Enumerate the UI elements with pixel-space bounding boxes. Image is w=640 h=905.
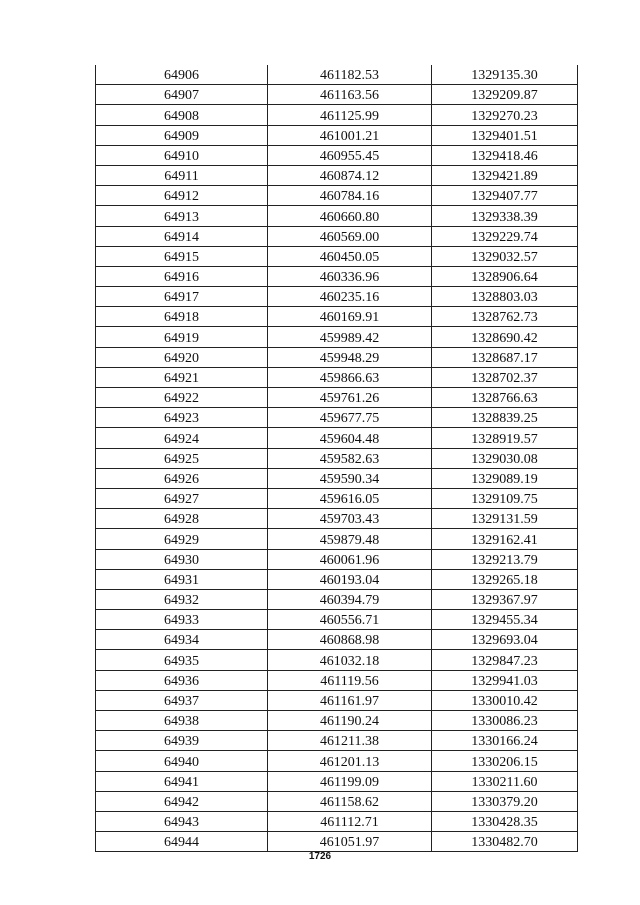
- x-coordinate-cell: 459989.42: [268, 327, 432, 347]
- table-row: [96, 690, 578, 710]
- y-coordinate-cell: 1329455.34: [432, 610, 578, 630]
- table-row: [96, 125, 578, 145]
- page-number: 1726: [308, 851, 332, 862]
- table-row: [96, 589, 578, 609]
- y-coordinate-cell: 1329847.23: [432, 650, 578, 670]
- point-id-cell: 64944: [96, 832, 268, 852]
- point-id-cell: 64906: [96, 65, 268, 85]
- point-id-cell: 64936: [96, 670, 268, 690]
- coordinates-table: [95, 65, 578, 852]
- x-coordinate-cell: 461158.62: [268, 791, 432, 811]
- y-coordinate-cell: 1328766.63: [432, 388, 578, 408]
- y-coordinate-cell: 1329229.74: [432, 226, 578, 246]
- y-coordinate-cell: 1329131.59: [432, 509, 578, 529]
- x-coordinate-cell: 460569.00: [268, 226, 432, 246]
- table-row: [96, 711, 578, 731]
- point-id-cell: 64935: [96, 650, 268, 670]
- y-coordinate-cell: 1329209.87: [432, 85, 578, 105]
- point-id-cell: 64915: [96, 246, 268, 266]
- y-coordinate-cell: 1328687.17: [432, 347, 578, 367]
- table-row: [96, 529, 578, 549]
- y-coordinate-cell: 1329162.41: [432, 529, 578, 549]
- table-row: [96, 791, 578, 811]
- y-coordinate-cell: 1328702.37: [432, 367, 578, 387]
- table-row: [96, 327, 578, 347]
- y-coordinate-cell: 1329030.08: [432, 448, 578, 468]
- x-coordinate-cell: 461190.24: [268, 711, 432, 731]
- table-row: [96, 832, 578, 852]
- table-row: [96, 569, 578, 589]
- point-id-cell: 64922: [96, 388, 268, 408]
- y-coordinate-cell: 1329367.97: [432, 589, 578, 609]
- x-coordinate-cell: 460169.91: [268, 307, 432, 327]
- table-row: [96, 347, 578, 367]
- point-id-cell: 64918: [96, 307, 268, 327]
- point-id-cell: 64940: [96, 751, 268, 771]
- table-row: [96, 307, 578, 327]
- x-coordinate-cell: 460061.96: [268, 549, 432, 569]
- point-id-cell: 64920: [96, 347, 268, 367]
- x-coordinate-cell: 460955.45: [268, 145, 432, 165]
- y-coordinate-cell: 1329265.18: [432, 569, 578, 589]
- table-row: [96, 771, 578, 791]
- x-coordinate-cell: 461119.56: [268, 670, 432, 690]
- table-row: [96, 670, 578, 690]
- x-coordinate-cell: 461051.97: [268, 832, 432, 852]
- point-id-cell: 64933: [96, 610, 268, 630]
- table-row: [96, 549, 578, 569]
- point-id-cell: 64931: [96, 569, 268, 589]
- table-row: [96, 448, 578, 468]
- point-id-cell: 64907: [96, 85, 268, 105]
- point-id-cell: 64908: [96, 105, 268, 125]
- y-coordinate-cell: 1330379.20: [432, 791, 578, 811]
- y-coordinate-cell: 1329213.79: [432, 549, 578, 569]
- table-row: [96, 751, 578, 771]
- point-id-cell: 64932: [96, 589, 268, 609]
- y-coordinate-cell: 1329941.03: [432, 670, 578, 690]
- table-row: [96, 388, 578, 408]
- table-row: [96, 266, 578, 286]
- x-coordinate-cell: 460868.98: [268, 630, 432, 650]
- y-coordinate-cell: 1329338.39: [432, 206, 578, 226]
- x-coordinate-cell: 460450.05: [268, 246, 432, 266]
- table-row: [96, 509, 578, 529]
- x-coordinate-cell: 459866.63: [268, 367, 432, 387]
- y-coordinate-cell: 1329270.23: [432, 105, 578, 125]
- x-coordinate-cell: 461032.18: [268, 650, 432, 670]
- table-row: [96, 186, 578, 206]
- y-coordinate-cell: 1330428.35: [432, 811, 578, 831]
- x-coordinate-cell: 460660.80: [268, 206, 432, 226]
- y-coordinate-cell: 1329421.89: [432, 165, 578, 185]
- y-coordinate-cell: 1330086.23: [432, 711, 578, 731]
- y-coordinate-cell: 1330482.70: [432, 832, 578, 852]
- point-id-cell: 64938: [96, 711, 268, 731]
- y-coordinate-cell: 1329135.30: [432, 65, 578, 85]
- x-coordinate-cell: 461182.53: [268, 65, 432, 85]
- x-coordinate-cell: 460235.16: [268, 287, 432, 307]
- y-coordinate-cell: 1329089.19: [432, 468, 578, 488]
- x-coordinate-cell: 461001.21: [268, 125, 432, 145]
- x-coordinate-cell: 461211.38: [268, 731, 432, 751]
- point-id-cell: 64942: [96, 791, 268, 811]
- point-id-cell: 64930: [96, 549, 268, 569]
- point-id-cell: 64913: [96, 206, 268, 226]
- point-id-cell: 64914: [96, 226, 268, 246]
- y-coordinate-cell: 1329032.57: [432, 246, 578, 266]
- x-coordinate-cell: 460193.04: [268, 569, 432, 589]
- point-id-cell: 64910: [96, 145, 268, 165]
- y-coordinate-cell: 1330166.24: [432, 731, 578, 751]
- table-row: [96, 226, 578, 246]
- y-coordinate-cell: 1328690.42: [432, 327, 578, 347]
- y-coordinate-cell: 1329109.75: [432, 488, 578, 508]
- x-coordinate-cell: 459582.63: [268, 448, 432, 468]
- table-row: [96, 468, 578, 488]
- table-row: [96, 811, 578, 831]
- x-coordinate-cell: 461199.09: [268, 771, 432, 791]
- x-coordinate-cell: 460394.79: [268, 589, 432, 609]
- point-id-cell: 64927: [96, 488, 268, 508]
- point-id-cell: 64919: [96, 327, 268, 347]
- table-row: [96, 488, 578, 508]
- point-id-cell: 64937: [96, 690, 268, 710]
- point-id-cell: 64911: [96, 165, 268, 185]
- table-row: [96, 105, 578, 125]
- x-coordinate-cell: 461163.56: [268, 85, 432, 105]
- x-coordinate-cell: 461161.97: [268, 690, 432, 710]
- y-coordinate-cell: 1329407.77: [432, 186, 578, 206]
- y-coordinate-cell: 1329418.46: [432, 145, 578, 165]
- y-coordinate-cell: 1329401.51: [432, 125, 578, 145]
- x-coordinate-cell: 460336.96: [268, 266, 432, 286]
- x-coordinate-cell: 459677.75: [268, 408, 432, 428]
- y-coordinate-cell: 1328906.64: [432, 266, 578, 286]
- point-id-cell: 64917: [96, 287, 268, 307]
- table-row: [96, 206, 578, 226]
- point-id-cell: 64929: [96, 529, 268, 549]
- x-coordinate-cell: 459590.34: [268, 468, 432, 488]
- y-coordinate-cell: 1328839.25: [432, 408, 578, 428]
- x-coordinate-cell: 460784.16: [268, 186, 432, 206]
- point-id-cell: 64925: [96, 448, 268, 468]
- table-row: [96, 731, 578, 751]
- table-row: [96, 165, 578, 185]
- table-row: [96, 650, 578, 670]
- point-id-cell: 64939: [96, 731, 268, 751]
- point-id-cell: 64924: [96, 428, 268, 448]
- x-coordinate-cell: 459879.48: [268, 529, 432, 549]
- table-row: [96, 85, 578, 105]
- x-coordinate-cell: 460874.12: [268, 165, 432, 185]
- y-coordinate-cell: 1329693.04: [432, 630, 578, 650]
- point-id-cell: 64921: [96, 367, 268, 387]
- point-id-cell: 64909: [96, 125, 268, 145]
- point-id-cell: 64926: [96, 468, 268, 488]
- point-id-cell: 64912: [96, 186, 268, 206]
- point-id-cell: 64928: [96, 509, 268, 529]
- table-row: [96, 610, 578, 630]
- x-coordinate-cell: 459703.43: [268, 509, 432, 529]
- table-row: [96, 630, 578, 650]
- y-coordinate-cell: 1328762.73: [432, 307, 578, 327]
- y-coordinate-cell: 1330211.60: [432, 771, 578, 791]
- table-row: [96, 287, 578, 307]
- coordinates-table-body: [96, 65, 578, 852]
- y-coordinate-cell: 1330206.15: [432, 751, 578, 771]
- point-id-cell: 64934: [96, 630, 268, 650]
- x-coordinate-cell: 460556.71: [268, 610, 432, 630]
- x-coordinate-cell: 459948.29: [268, 347, 432, 367]
- table-row: [96, 408, 578, 428]
- x-coordinate-cell: 459616.05: [268, 488, 432, 508]
- x-coordinate-cell: 461125.99: [268, 105, 432, 125]
- y-coordinate-cell: 1328919.57: [432, 428, 578, 448]
- table-row: [96, 246, 578, 266]
- point-id-cell: 64923: [96, 408, 268, 428]
- x-coordinate-cell: 461112.71: [268, 811, 432, 831]
- table-row: [96, 145, 578, 165]
- y-coordinate-cell: 1330010.42: [432, 690, 578, 710]
- table-row: [96, 428, 578, 448]
- y-coordinate-cell: 1328803.03: [432, 287, 578, 307]
- table-row: [96, 65, 578, 85]
- point-id-cell: 64916: [96, 266, 268, 286]
- point-id-cell: 64941: [96, 771, 268, 791]
- x-coordinate-cell: 459604.48: [268, 428, 432, 448]
- table-row: [96, 367, 578, 387]
- point-id-cell: 64943: [96, 811, 268, 831]
- x-coordinate-cell: 461201.13: [268, 751, 432, 771]
- x-coordinate-cell: 459761.26: [268, 388, 432, 408]
